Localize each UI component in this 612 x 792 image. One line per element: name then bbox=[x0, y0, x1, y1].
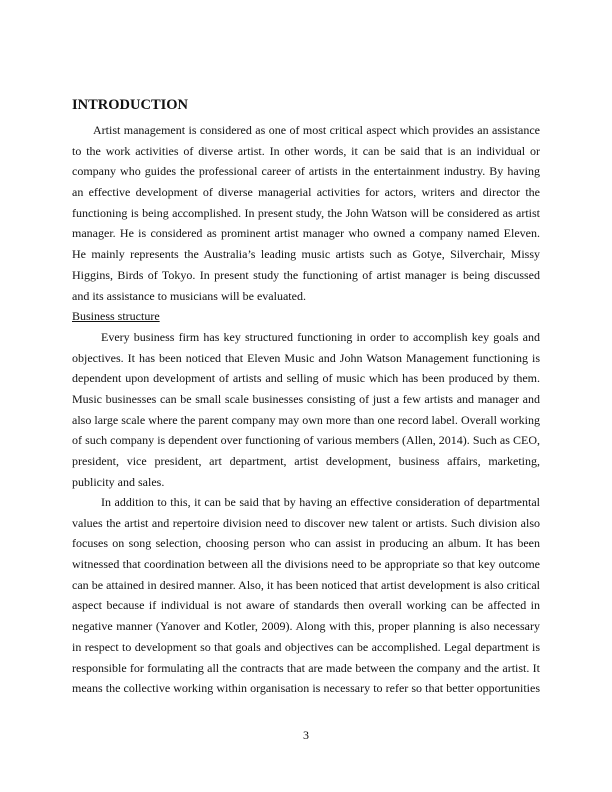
text-line: publicity and sales. bbox=[72, 474, 165, 489]
text-line: president, vice president, art department, artist development, business affairs, marketing, bbox=[72, 454, 540, 469]
paragraph-business-structure bbox=[72, 327, 540, 493]
subheading-business-structure: Business structure bbox=[72, 309, 160, 323]
text-line: in respect to development so that goals and objectives can be accomplished. Legal department is bbox=[72, 639, 540, 654]
text-line: manager. He is considered as prominent artist manager who owned a company named Eleven. bbox=[72, 226, 540, 241]
text-line: He mainly represents the Australia’s leading music artists such as Gotye, Silverchair, Missy bbox=[72, 247, 540, 262]
text-line: Artist management is considered as one of most critical aspect which provides an assistance bbox=[93, 123, 540, 137]
text-line: negative manner (Yanover and Kotler, 2009). Along with this, proper planning is also necessary bbox=[72, 619, 540, 634]
section-heading: INTRODUCTION bbox=[72, 97, 189, 113]
text-line: Every business firm has key structured functioning in order to accomplish key goals and bbox=[101, 330, 540, 344]
text-line: and its assistance to musicians will be evaluated. bbox=[72, 288, 306, 303]
text-line: company who guides the professional career of artists in the entertainment industry. By having bbox=[72, 164, 540, 179]
text-line: values the artist and repertoire division need to discover new talent or artists. Such division also bbox=[72, 515, 540, 530]
text-line: Higgins, Birds of Tokyo. In present study the functioning of artist manager is being discussed bbox=[72, 267, 540, 282]
text-line: means the collective working within organisation is necessary to refer so that better opportunities bbox=[72, 681, 540, 696]
text-line: In addition to this, it can be said that by having an effective consideration of departmental bbox=[101, 495, 540, 509]
text-line: focuses on song selection, choosing person who can assist in producing an album. It has been bbox=[72, 536, 540, 551]
page-number: 3 bbox=[303, 728, 309, 742]
text-line: Music businesses can be small scale businesses consisting of just a few artists and manager and bbox=[72, 392, 540, 407]
text-line: dependent upon development of artists and selling of music which has been produced by them. bbox=[72, 371, 540, 386]
text-line: functioning is being accomplished. In present study, the John Watson will be considered as artist bbox=[72, 205, 540, 220]
text-line: can be attained in desired manner. Also, it has been noticed that artist development is also critical bbox=[72, 577, 540, 592]
text-line: objectives. It has been noticed that Eleven Music and John Watson Management functioning is bbox=[72, 350, 540, 365]
text-line: witnessed that coordination between all the divisions need to be appropriate so that key outcome bbox=[72, 557, 540, 572]
text-line: aspect because if individual is not aware of standards then overall working can be affected in bbox=[72, 598, 540, 613]
text-line: an effective development of diverse managerial activities for actors, writers and director the bbox=[72, 185, 540, 200]
paragraph-intro bbox=[72, 120, 540, 306]
text-line: also large scale where the parent company may own more than one record label. Overall working bbox=[72, 412, 540, 427]
text-line: to the work activities of diverse artist. In other words, it can be said that is an individual or bbox=[72, 143, 540, 158]
text-line: responsible for formulating all the contracts that are made between the company and the artist. It bbox=[72, 660, 540, 675]
text-line: of such company is dependent over functioning of various members (Allen, 2014). Such as CEO, bbox=[72, 433, 540, 448]
paragraph-departments bbox=[72, 492, 540, 699]
